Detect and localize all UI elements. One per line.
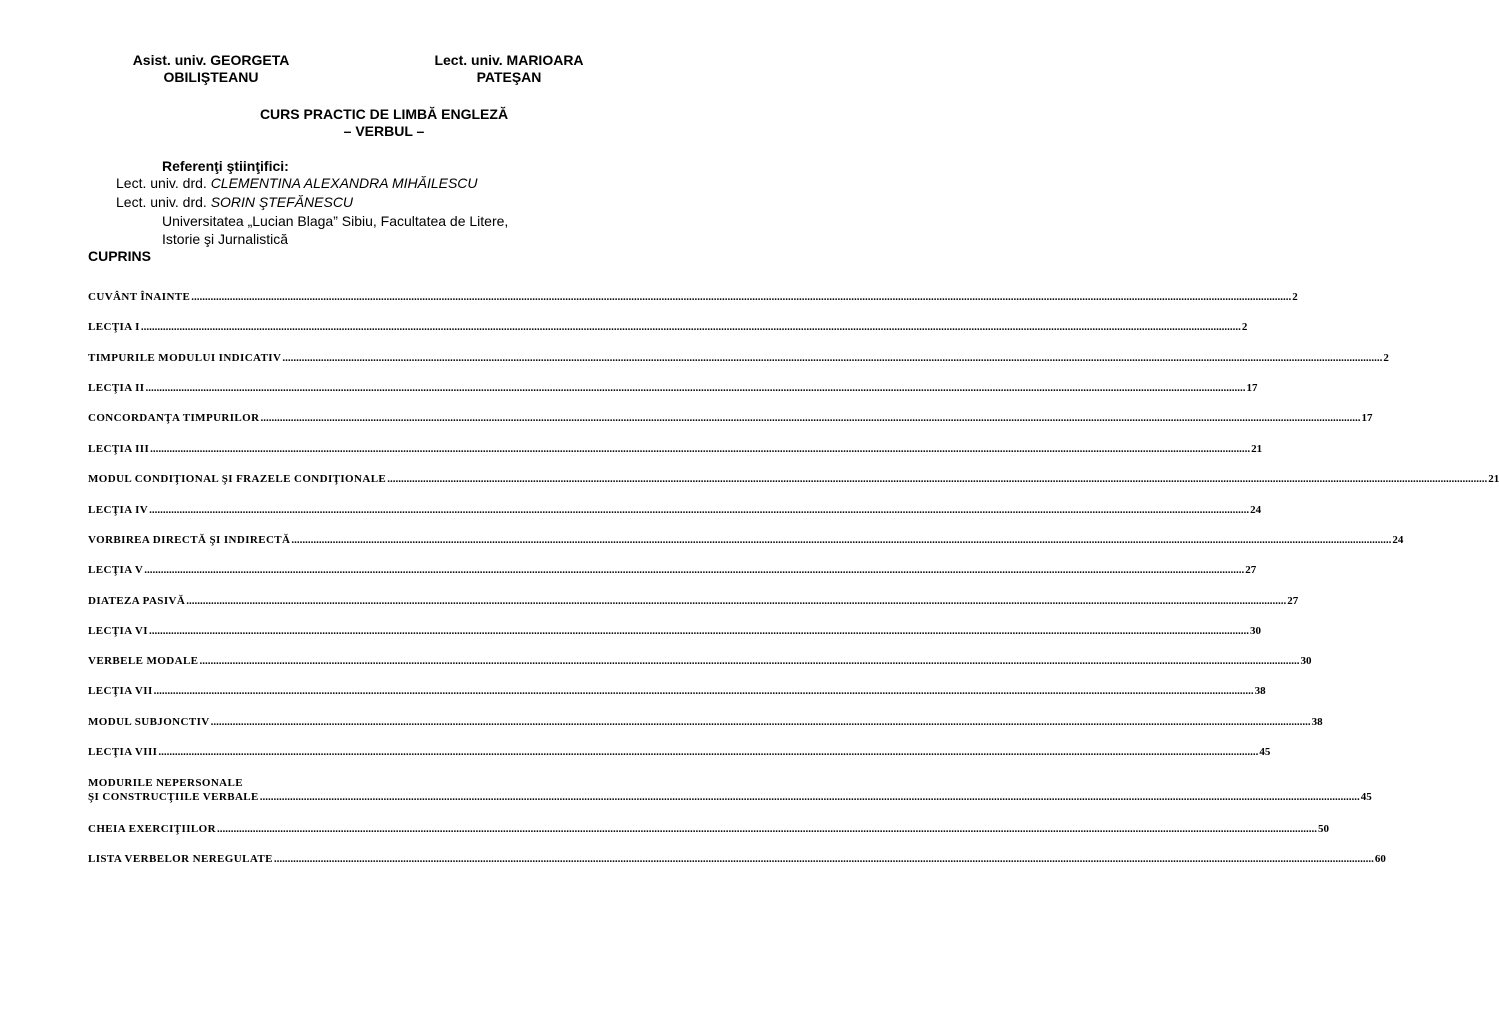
toc-page-number: 17 — [1361, 412, 1373, 424]
toc-entry[interactable] — [88, 381, 1258, 395]
toc-entry[interactable] — [88, 715, 1323, 729]
toc-leader-dots: ................................................................................................................................................................................................................................................................................................................................................................................................................ — [282, 352, 1383, 364]
title-line-2: – VERBUL – — [343, 123, 425, 139]
toc-page-number: 21 — [1488, 473, 1499, 485]
toc-entry[interactable] — [88, 351, 1389, 365]
toc-entry-title: TIMPURILE MODULUI INDICATIV — [88, 352, 282, 364]
toc-leader-dots: ................................................................................................................................................................................................................................................................................................................................................................................................................ — [153, 685, 1254, 697]
affiliation-line-1: Universitatea „Lucian Blaga” Sibiu, Facultatea de Litere, — [162, 213, 509, 229]
toc-entry-title: VORBIREA DIRECTĂ ŞI INDIRECTĂ — [88, 534, 291, 546]
author-role: Lect. univ. — [434, 52, 503, 68]
toc-entry-title: MODURILE NEPERSONALE — [88, 777, 243, 789]
toc-entry-title: MODUL SUBJONCTIV — [88, 716, 210, 728]
toc-entry-title: LECŢIA IV — [88, 504, 149, 516]
toc-entry-title: CUVÂNT ÎNAINTE — [88, 291, 191, 303]
toc-entry-title: ŞI CONSTRUCŢIILE VERBALE — [88, 791, 259, 803]
referees-heading: Referenţi ştiinţifici: — [162, 158, 289, 174]
toc-leader-dots: ................................................................................................................................................................................................................................................................................................................................................................................................................ — [199, 655, 1300, 667]
toc-leader-dots: ................................................................................................................................................................................................................................................................................................................................................................................................................ — [387, 473, 1488, 485]
toc-page-number: 27 — [1287, 595, 1299, 607]
toc-page-number: 60 — [1374, 853, 1386, 865]
toc-entry-title: DIATEZA PASIVĂ — [88, 595, 186, 607]
toc-entry[interactable] — [88, 852, 1386, 866]
author-name: GEORGETA — [210, 52, 290, 68]
toc-entry[interactable] — [88, 624, 1261, 638]
toc-leader-dots: ................................................................................................................................................................................................................................................................................................................................................................................................................ — [140, 321, 1241, 333]
toc-leader-dots: ................................................................................................................................................................................................................................................................................................................................................................................................................ — [150, 443, 1251, 455]
toc-leader-dots: ................................................................................................................................................................................................................................................................................................................................................................................................................ — [216, 823, 1317, 835]
toc-leader-dots: ................................................................................................................................................................................................................................................................................................................................................................................................................ — [273, 853, 1374, 865]
toc-entry-title: LECŢIA II — [88, 382, 145, 394]
author-right — [398, 52, 620, 86]
toc-page-number: 30 — [1300, 655, 1312, 667]
toc-entry[interactable] — [88, 320, 1248, 334]
toc-entry-title: LECŢIA I — [88, 321, 140, 333]
toc-entry[interactable] — [88, 290, 1298, 304]
toc-page-number: 24 — [1392, 534, 1404, 546]
affiliation — [162, 212, 508, 248]
toc-entry[interactable] — [88, 822, 1329, 836]
toc-page-number: 21 — [1251, 443, 1263, 455]
toc-entry-title: LECŢIA VII — [88, 685, 153, 697]
toc-page-number: 2 — [1241, 321, 1248, 333]
toc-page-number: 2 — [1383, 352, 1389, 364]
author-left — [100, 52, 322, 86]
toc-entry[interactable] — [88, 654, 1312, 668]
toc-page-number: 2 — [1292, 291, 1298, 303]
toc-leader-dots: ................................................................................................................................................................................................................................................................................................................................................................................................................ — [149, 504, 1250, 516]
toc-entry-title: LISTA VERBELOR NEREGULATE — [88, 853, 273, 865]
toc-leader-dots: ................................................................................................................................................................................................................................................................................................................................................................................................................ — [210, 716, 1311, 728]
toc-entry-title: CONCORDANŢA TIMPURILOR — [88, 412, 260, 424]
toc-page-number: 27 — [1245, 564, 1257, 576]
toc-leader-dots: ................................................................................................................................................................................................................................................................................................................................................................................................................ — [148, 625, 1249, 637]
toc-leader-dots: ................................................................................................................................................................................................................................................................................................................................................................................................................ — [145, 382, 1246, 394]
referee-line — [116, 194, 353, 211]
toc-entry[interactable] — [88, 594, 1299, 608]
toc-entry-title: LECŢIA V — [88, 564, 144, 576]
toc-entry[interactable] — [88, 533, 1404, 547]
toc-leader-dots: ................................................................................................................................................................................................................................................................................................................................................................................................................ — [158, 746, 1259, 758]
toc-entry[interactable] — [88, 503, 1262, 517]
toc-entry[interactable] — [88, 411, 1373, 425]
referee-prefix: Lect. univ. drd. — [116, 175, 207, 191]
toc-entry-title: LECŢIA VIII — [88, 746, 158, 758]
toc-entry[interactable] — [88, 442, 1263, 456]
authors-header — [0, 52, 768, 88]
author-role: Asist. univ. — [132, 52, 207, 68]
toc-entry[interactable] — [88, 684, 1266, 698]
contents-heading: CUPRINS — [88, 248, 152, 264]
toc-entry[interactable] — [88, 472, 1499, 486]
title-line-1: CURS PRACTIC DE LIMBĂ ENGLEZĂ — [259, 106, 509, 122]
toc-page-number: 38 — [1254, 685, 1266, 697]
toc-entry-title: CHEIA EXERCIŢIILOR — [88, 823, 216, 835]
referee-line — [116, 175, 478, 192]
toc-entry[interactable] — [88, 563, 1257, 577]
toc-entry-title: LECŢIA III — [88, 443, 150, 455]
toc-page-number: 50 — [1317, 823, 1329, 835]
toc-page-number: 30 — [1249, 625, 1261, 637]
toc-page-number: 38 — [1311, 716, 1323, 728]
toc-entry-title: MODUL CONDIŢIONAL ŞI FRAZELE CONDIŢIONALE — [88, 473, 387, 485]
toc-page-number: 17 — [1246, 382, 1258, 394]
referee-prefix: Lect. univ. drd. — [116, 194, 207, 210]
referee-name: SORIN ŞTEFĂNESCU — [210, 194, 354, 210]
author-name: OBILIŞTEANU — [163, 69, 259, 85]
toc-page-number: 24 — [1250, 504, 1262, 516]
toc-leader-dots: ................................................................................................................................................................................................................................................................................................................................................................................................................ — [260, 412, 1361, 424]
toc-leader-dots: ................................................................................................................................................................................................................................................................................................................................................................................................................ — [259, 791, 1360, 803]
author-name: MARIOARA — [506, 52, 584, 68]
toc-leader-dots: ................................................................................................................................................................................................................................................................................................................................................................................................................ — [144, 564, 1245, 576]
toc-page-number: 45 — [1360, 791, 1372, 803]
toc-leader-dots: ................................................................................................................................................................................................................................................................................................................................................................................................................ — [186, 595, 1287, 607]
referee-name: CLEMENTINA ALEXANDRA MIHĂILESCU — [210, 175, 478, 191]
author-name: PATEŞAN — [476, 69, 542, 85]
toc-entry[interactable] — [88, 745, 1271, 759]
toc-entry-title: VERBELE MODALE — [88, 655, 199, 667]
toc-leader-dots: ................................................................................................................................................................................................................................................................................................................................................................................................................ — [291, 534, 1392, 546]
toc-page-number: 45 — [1259, 746, 1271, 758]
toc-entry-title: LECŢIA VI — [88, 625, 148, 637]
toc-entry[interactable] — [88, 776, 1372, 804]
document-title — [0, 106, 768, 140]
toc-leader-dots: ................................................................................................................................................................................................................................................................................................................................................................................................................ — [191, 291, 1292, 303]
affiliation-line-2: Istorie şi Jurnalistică — [162, 231, 289, 247]
